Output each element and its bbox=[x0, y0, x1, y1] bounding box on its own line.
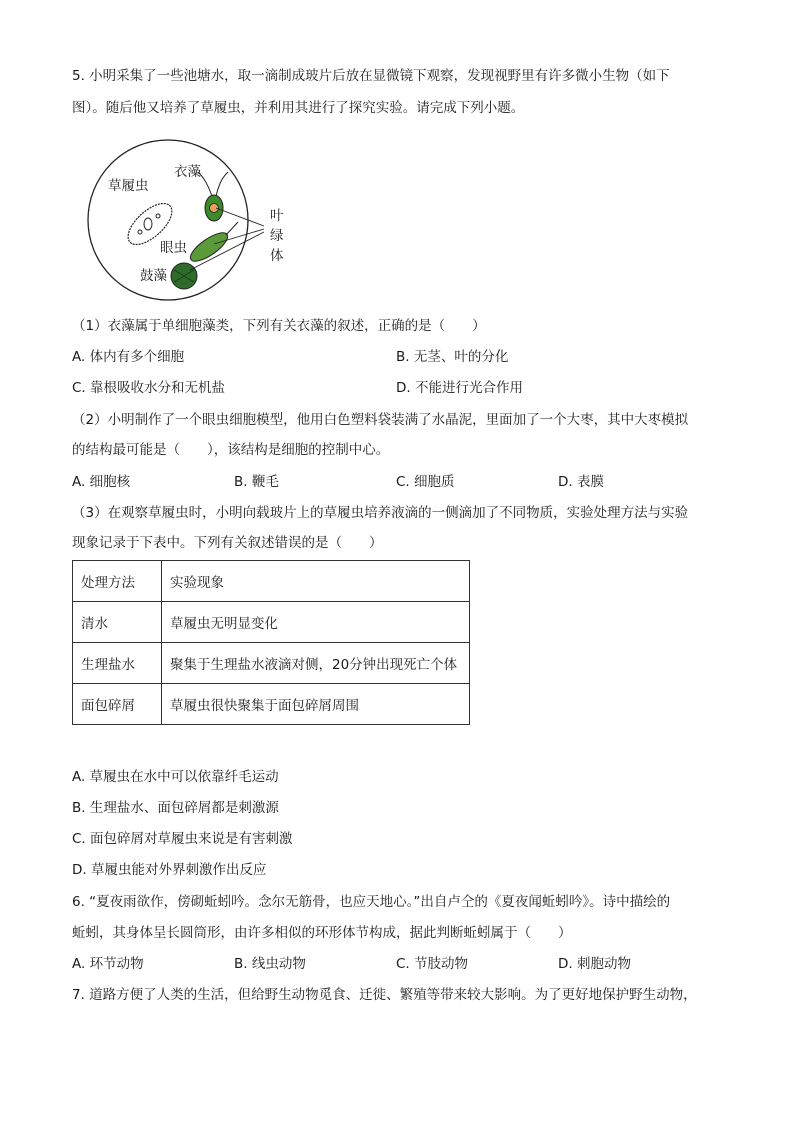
q5-sub3-option-c[interactable]: C. 面包碎屑对草履虫来说是有害刺激 bbox=[72, 831, 293, 847]
q5-sub1-option-d[interactable]: D. 不能进行光合作用 bbox=[396, 380, 523, 396]
q5-sub3-question-line1: （3）在观察草履虫时，小明向载玻片上的草履虫培养液滴的一侧滴加了不同物质，实验处理方法与实验 bbox=[72, 505, 689, 521]
table-header-row bbox=[73, 561, 470, 602]
label-chloroplast-2: 绿 bbox=[270, 228, 284, 244]
table-cell: 清水 bbox=[73, 602, 162, 643]
q6-option-b[interactable]: B. 线虫动物 bbox=[234, 956, 306, 972]
table-cell: 草履虫无明显变化 bbox=[162, 602, 470, 643]
q5-sub3-question-line2: 现象记录于下表中。下列有关叙述错误的是（ ） bbox=[72, 535, 383, 551]
q5-stem-line1: 5. 小明采集了一些池塘水，取一滴制成玻片后放在显微镜下观察，发现视野里有许多微小生物（如下 bbox=[72, 68, 670, 84]
label-desmid: 鼓藻 bbox=[140, 268, 167, 284]
table-header-cell: 处理方法 bbox=[73, 561, 162, 602]
table-cell: 生理盐水 bbox=[73, 643, 162, 684]
q6-option-d[interactable]: D. 刺胞动物 bbox=[558, 956, 631, 972]
q5-sub2-question-line2: 的结构最可能是（ ），该结构是细胞的控制中心。 bbox=[72, 442, 390, 458]
q5-sub1-question: （1）衣藻属于单细胞藻类，下列有关衣藻的叙述，正确的是（ ） bbox=[72, 318, 486, 334]
table-row bbox=[73, 602, 470, 643]
experiment-table bbox=[72, 560, 470, 725]
q5-sub1-option-b[interactable]: B. 无茎、叶的分化 bbox=[396, 349, 509, 365]
q5-sub2-option-c[interactable]: C. 细胞质 bbox=[396, 474, 455, 490]
q6-stem-line1: 6. “夏夜雨欲作，傍砌蚯蚓吟。念尔无筋骨，也应天地心。”出自卢仝的《夏夜闻蚯蚓吟》。诗中描绘的 bbox=[72, 894, 671, 910]
q5-sub2-option-d[interactable]: D. 表膜 bbox=[558, 474, 604, 490]
q5-sub1-option-c[interactable]: C. 靠根吸收水分和无机盐 bbox=[72, 380, 226, 396]
q5-stem-line2: 图）。随后他又培养了草履虫，并利用其进行了探究实验。请完成下列小题。 bbox=[72, 100, 525, 116]
q5-sub2-option-b[interactable]: B. 鞭毛 bbox=[234, 474, 279, 490]
label-chloroplast-3: 体 bbox=[270, 248, 284, 264]
q5-sub1-option-a[interactable]: A. 体内有多个细胞 bbox=[72, 349, 185, 365]
q5-sub3-option-b[interactable]: B. 生理盐水、面包碎屑都是刺激源 bbox=[72, 800, 279, 816]
label-chloroplast-1: 叶 bbox=[270, 208, 284, 224]
label-euglena: 眼虫 bbox=[160, 240, 187, 256]
table-row bbox=[73, 684, 470, 725]
table-header-cell: 实验现象 bbox=[162, 561, 470, 602]
table-cell: 面包碎屑 bbox=[73, 684, 162, 725]
table-cell: 草履虫很快聚集于面包碎屑周围 bbox=[162, 684, 470, 725]
q6-option-a[interactable]: A. 环节动物 bbox=[72, 956, 144, 972]
microscope-figure bbox=[86, 136, 296, 311]
label-chlamydomonas: 衣藻 bbox=[174, 164, 201, 180]
q7-stem-line1: 7. 道路方便了人类的生活，但给野生动物觅食、迁徙、繁殖等带来较大影响。为了更好地保护野生动物， bbox=[72, 987, 697, 1003]
q5-sub3-option-a[interactable]: A. 草履虫在水中可以依靠纤毛运动 bbox=[72, 769, 279, 785]
table-row bbox=[73, 643, 470, 684]
table-cell: 聚集于生理盐水液滴对侧，20分钟出现死亡个体 bbox=[162, 643, 470, 684]
q6-option-c[interactable]: C. 节肢动物 bbox=[396, 956, 469, 972]
q5-sub3-option-d[interactable]: D. 草履虫能对外界刺激作出反应 bbox=[72, 862, 267, 878]
q5-sub2-option-a[interactable]: A. 细胞核 bbox=[72, 474, 131, 490]
q6-stem-line2: 蚯蚓，其身体呈长圆筒形，由许多相似的环形体节构成，据此判断蚯蚓属于（ ） bbox=[72, 925, 572, 941]
q5-sub2-question-line1: （2）小明制作了一个眼虫细胞模型，他用白色塑料袋装满了水晶泥，里面加了一个大枣，其中大枣模拟 bbox=[72, 412, 689, 428]
label-paramecium: 草履虫 bbox=[108, 178, 149, 194]
